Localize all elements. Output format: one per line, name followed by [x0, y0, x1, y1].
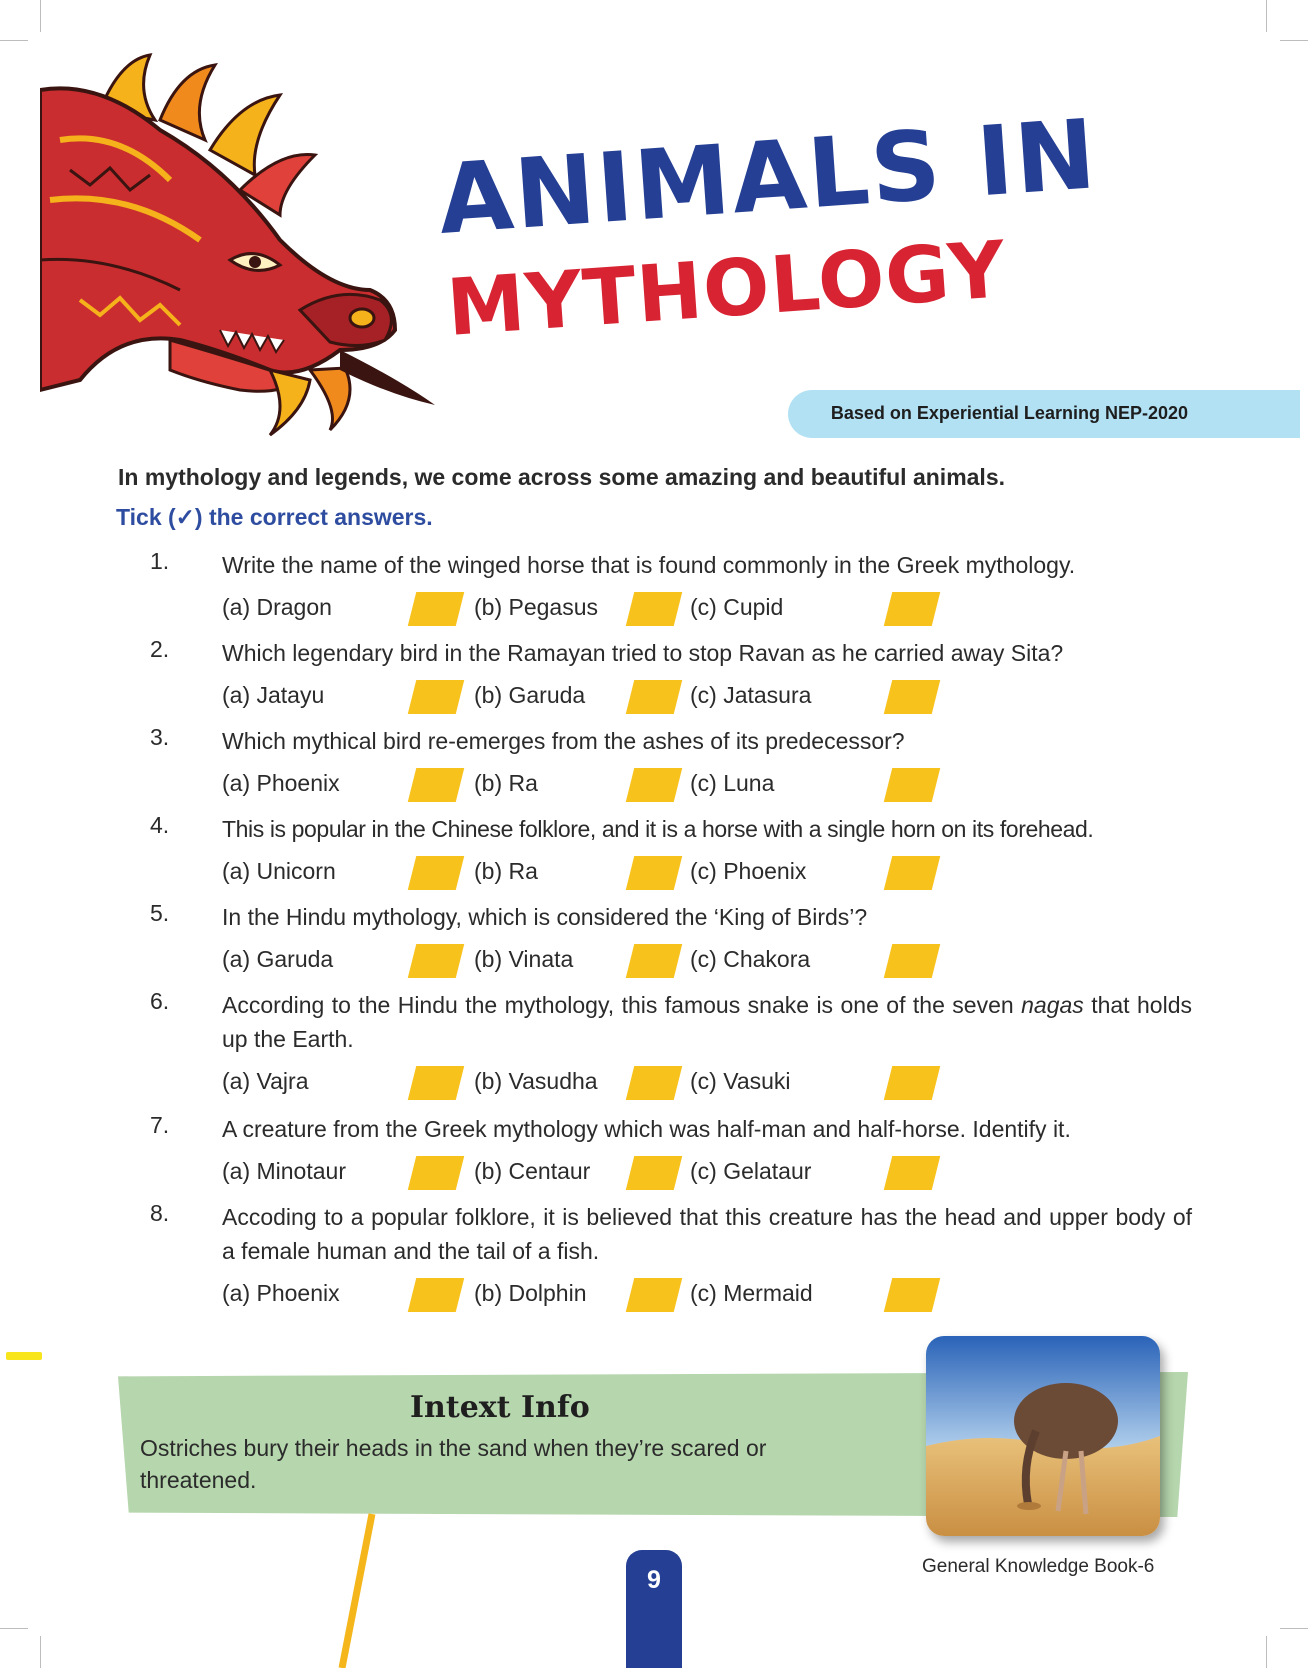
tick-box[interactable]	[884, 1278, 940, 1312]
option-a: (a) Phoenix	[222, 1280, 340, 1306]
question-text: Accoding to a popular folklore, it is believed that this creature has the head and upper body of a female human and the tail of a fish.	[222, 1204, 1192, 1264]
nep-banner	[788, 390, 1300, 438]
tick-box[interactable]	[626, 768, 682, 802]
question-text	[222, 988, 1192, 1056]
tick-box[interactable]	[408, 592, 464, 626]
tick-box[interactable]	[408, 1278, 464, 1312]
page-number: 9	[647, 1566, 661, 1594]
intext-info-text: Ostriches bury their heads in the sand when they’re scared or threatened.	[140, 1435, 767, 1493]
question-text: Which legendary bird in the Ramayan tried to stop Ravan as he carried away Sita?	[222, 640, 1064, 666]
crop-mark	[40, 0, 41, 32]
tick-box[interactable]	[408, 680, 464, 714]
tick-box[interactable]	[626, 1278, 682, 1312]
option-b: (b) Ra	[474, 770, 538, 796]
tick-box[interactable]	[408, 768, 464, 802]
tick-box[interactable]	[884, 856, 940, 890]
crop-mark	[1266, 0, 1267, 32]
crop-mark	[40, 1636, 41, 1668]
question-number: 4.	[150, 812, 170, 838]
option-c: (c) Vasuki	[690, 1068, 791, 1094]
option-a: (a) Unicorn	[222, 858, 336, 884]
question-number: 6.	[150, 988, 170, 1014]
question-text: This is popular in the Chinese folklore, and it is a horse with a single horn on its forehead.	[222, 816, 1094, 842]
intext-info-title: Intext Info	[410, 1390, 590, 1425]
intro-text: In mythology and legends, we come across some amazing and beautiful animals.	[118, 464, 1006, 490]
tick-box[interactable]	[626, 1156, 682, 1190]
crop-mark	[1280, 40, 1308, 41]
question-text-italic: nagas	[1021, 992, 1084, 1018]
tick-box[interactable]	[884, 768, 940, 802]
page-title-line1: ANIMALS IN	[434, 98, 1101, 256]
question-text: A creature from the Greek mythology which was half-man and half-horse. Identify it.	[222, 1116, 1071, 1142]
tick-box[interactable]	[884, 944, 940, 978]
question-text: Write the name of the winged horse that is found commonly in the Greek mythology.	[222, 552, 1076, 578]
tick-box[interactable]	[884, 592, 940, 626]
crop-mark	[0, 40, 28, 41]
dragon-illustration	[40, 50, 460, 440]
tick-box[interactable]	[408, 1156, 464, 1190]
option-a: (a) Garuda	[222, 946, 334, 972]
option-a: (a) Jatayu	[222, 682, 325, 708]
crop-mark	[1266, 1636, 1267, 1668]
crop-mark	[0, 1628, 28, 1629]
page-number-tab	[626, 1550, 682, 1668]
question-text-part: that holds up the Earth.	[222, 992, 1192, 1052]
option-b: (b) Ra	[474, 858, 538, 884]
question-text-part: According to the Hindu the mythology, this famous snake is one of the seven	[222, 992, 1022, 1018]
option-a: (a) Minotaur	[222, 1158, 346, 1184]
option-a: (a) Dragon	[222, 594, 332, 620]
tick-box[interactable]	[626, 1066, 682, 1100]
option-c: (c) Jatasura	[690, 682, 812, 708]
option-b: (b) Vinata	[474, 946, 574, 972]
option-c: (c) Cupid	[690, 594, 784, 620]
tick-box[interactable]	[884, 1066, 940, 1100]
option-a: (a) Vajra	[222, 1068, 309, 1094]
option-c: (c) Gelataur	[690, 1158, 812, 1184]
tick-box[interactable]	[626, 944, 682, 978]
tick-box[interactable]	[626, 856, 682, 890]
question-number: 2.	[150, 636, 170, 662]
question-number: 7.	[150, 1112, 170, 1138]
tick-box[interactable]	[408, 944, 464, 978]
option-c: (c) Chakora	[690, 946, 811, 972]
crop-mark	[1280, 1628, 1308, 1629]
option-b: (b) Pegasus	[474, 594, 599, 620]
option-c: (c) Mermaid	[690, 1280, 813, 1306]
question-number: 3.	[150, 724, 170, 750]
page-title-line2: MYTHOLOGY	[444, 225, 1009, 354]
question-text: In the Hindu mythology, which is considered the ‘King of Birds’?	[222, 904, 868, 930]
option-c: (c) Phoenix	[690, 858, 807, 884]
tick-box[interactable]	[626, 680, 682, 714]
question-number: 8.	[150, 1200, 170, 1226]
option-c: (c) Luna	[690, 770, 775, 796]
option-b: (b) Centaur	[474, 1158, 591, 1184]
question-text: Which mythical bird re-emerges from the ashes of its predecessor?	[222, 728, 905, 754]
option-a: (a) Phoenix	[222, 770, 340, 796]
option-b: (b) Dolphin	[474, 1280, 587, 1306]
option-b: (b) Vasudha	[474, 1068, 598, 1094]
book-footer: General Knowledge Book-6	[922, 1556, 1155, 1577]
banner-text: Based on Experiential Learning NEP-2020	[830, 403, 1188, 423]
decorative-dash	[6, 1352, 42, 1360]
option-b: (b) Garuda	[474, 682, 586, 708]
tick-box[interactable]	[884, 1156, 940, 1190]
tick-box[interactable]	[408, 856, 464, 890]
tick-box[interactable]	[626, 592, 682, 626]
tick-box[interactable]	[884, 680, 940, 714]
instruction-text: Tick (✓) the correct answers.	[116, 504, 433, 530]
ostrich-photo	[926, 1336, 1160, 1536]
question-number: 5.	[150, 900, 170, 926]
question-number: 1.	[150, 548, 170, 574]
tick-box[interactable]	[408, 1066, 464, 1100]
